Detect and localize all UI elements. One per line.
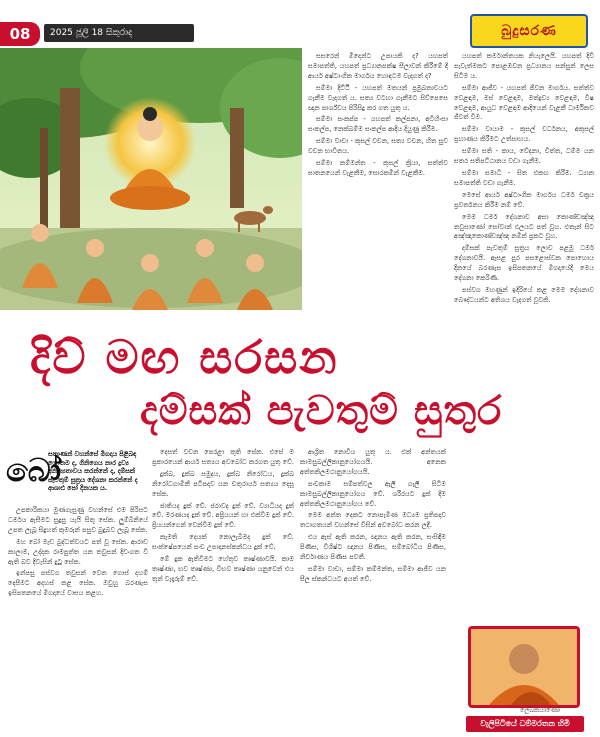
monk-portrait-svg [471, 629, 577, 705]
paragraph: මහ බෝ මැඩ බුද්ධත්වයට පත් වූ සේක. ආරාඩ කාලාම, උද්දක රාමපුත්ත යන තවුසන් දිවංගත වී ඇති බව දිවැසින් දුටු සේක. [8, 537, 148, 566]
paragraph: සම්මා සංකප්ප - යහපත් කල්පනා, අවිහිංසා සංකල්ප, නෙක්ඛම්ම සංකල්ප ආදිය දියුණු කිරීම. [308, 115, 448, 134]
article-column-5 [300, 448, 446, 732]
paragraph: සම්මා දිට්ඨි - යහපත් මතයන් ප්‍රමුඛතාවයට ගැනීම වැදගත් ය. සත්‍ය වටහා ගැනීමට සිව්පෙසෙ ඥාන පාර්ශ්වය පිරිසිදු කර ගත යුතු ය. [308, 83, 448, 112]
paragraph: දුක්ඛ, දුක්ඛ සමුදය, දුක්ඛ නිරෝධය, දුක්ඛ නිරෝධගාමිනී පටිපදාව යන චතුරාර්ය සත්‍යය දෙසූ සේක. [152, 469, 294, 498]
paragraph: යහපත් කර්මාන්තයක නියැලෙයි. යහපත් දිවි පැවැත්මකට පොළඹවන ප්‍රධ්‍යානය සන්සුන් ලෙස සිටීම ය. [454, 52, 594, 80]
article-column-3 [8, 506, 148, 732]
masthead-logo [470, 14, 588, 48]
article-column-1 [308, 52, 448, 334]
paragraph: එය ඇස් ඇති කරන, ඥානය ඇති කරන, සංසිඳීම පිණිස, විශිෂ්ට ඥානය පිණිස, සම්බෝධිය පිණිස, නිර්වාණය පිණිස පවතී. [300, 533, 446, 562]
paragraph: සම්මා වාචා, සම්මා කම්මන්ත, සම්මා ආජීව යන සීල ස්කන්ධයට අයත් වේ. [300, 564, 446, 583]
lead-paragraph: සතාණන් වහන්සේ මිගදාය පිළිබඳ ගෞතම ද, ගිනිගෙය නාර ද්‍රව්‍ය අනිත්‍යතාවය කරන්නේ ද, දම්සක් පැවතුම් සූත්‍රය දේශනා කරන්නේ ද ආශාඪ පෝ දිනයක ය. [48, 450, 138, 493]
paragraph: උපකාරිකයා මුණගැසුණු වහන්සේ එම පිරිසට ධර්මය ඇසීමට සුදුසු යැයි සිතූ සේක. ලුම්බිනියේ උපත ලැබූ සිදුහත් කුමරුන් පසුව බුදුබව ලැබූ සේක. [8, 506, 148, 534]
article-column-2 [454, 52, 594, 614]
paragraph: පස්වග මහණුන් ඉදිරියේ කළ මෙම දේශනාව බෞද්ධයන්ට අතිශය වැදගත් වූවකි. [454, 285, 594, 304]
paragraph: කැමති දෙයක් නොලැබීමද දුක් වේ. සංක්ෂේපයෙන් පංච උපාදානස්කන්ධය දුක් වේ. [152, 533, 294, 552]
headline-line-2: දම්සක් පැවතුම් සුතුර [140, 388, 503, 434]
article-column-4 [152, 448, 294, 732]
paragraph: මෙම අන්ත දෙකට නොපැමිණ මධ්‍යම ප්‍රතිපදාව තථාගතයන් වහන්සේ විසින් අවබෝධ කරන ලදී. [300, 511, 446, 530]
paragraph: ජාතියද දුක් වේ. ජරාවද දුක් වේ. ව්‍යාධියද දුක් වේ. මරණයද දුක් වේ. අප්‍රියයන් හා එක්වීම දුක් වේ. ප්‍රියයන්ගෙන් වෙන්වීම දුක් වේ. [152, 501, 294, 530]
author-name: වැලිපිටියේ ධම්මරතන හිමි [466, 716, 584, 732]
paragraph: සම්මා සමාධි - සිත එකඟ කිරීම. ධ්‍යාන සමාපත්ති වඩා ගැනීම. [454, 168, 594, 187]
illustration-svg [0, 48, 302, 310]
paragraph: ඉන්පසු පස්වග තවුසන් වෙත ගොස් දහම් දෙසීමට අදහස් කළ සේක. ඔවුහු බරණැස ඉසිපතනයේ මිගදායේ වාසය කළහ. [8, 569, 148, 598]
paragraph: දෙසත් වචන පෙරළා කුති සේක. එසේ ම ප්‍රකාරයෙන් ආර්ය සත්‍යය අවබෝධ කරගත යුතු වේ. [152, 448, 294, 466]
paragraph: මෙම ධර්ම දේශනාව අසා කොණ්ඩඤ්ඤ තවුසාණෝ සෝවාන් ඵලයට පත් වූහ. එතැන් සිට අඤ්ඤාකොණ්ඩඤ්ඤ නමින් ප්‍රකට වූහ. [454, 212, 594, 241]
paragraph: සම්මා ආජීව - යහපත් ජීවන මාර්ගය. සත්ත්ව වෙළඳාම, මස් වෙළඳාම, මත්ද්‍රව්‍ය වෙළඳාම, විෂ වෙළඳාම, ආයුධ වෙළඳාම ආදියෙන් වැළකී ධාර්මිකව ජීවත් වීම. [454, 83, 594, 122]
paragraph: සම්මා වාචා - කුසල් වචන, සත්‍ය වචන, හිත සුව වචන භාවිතය. [308, 137, 448, 156]
buddha-sermon-illustration [0, 48, 302, 310]
masthead-title: බුදුසරණ [501, 23, 557, 39]
paragraph: පංචකාම සම්පත්වල ඇලී ගැලී සිටීම කාමසුඛල්ලිකානුයෝගය වේ. ශරීරයට දුක් දීම අත්තකිලමථානුයෝගය වේ. [300, 479, 446, 508]
paragraph: සම්මා සති - කාය, වේදනා, චිත්ත, ධම්ම යන සතර සතිපට්ඨානය වඩා ගැනීම. [454, 147, 594, 166]
paragraph: මේ දුක ඇතිවීමට හේතුව තෘෂ්ණාවයි. කාම තෘෂ්ණා, භව තෘෂ්ණා, විභව තෘෂ්ණා යනුවෙන් එය තුන් වැදෑරුම් වේ. [152, 555, 294, 583]
author-role: ලේඛකයාණෝ [520, 706, 560, 714]
paragraph: මෙසේ ආර්ය අෂ්ටාංගික මාර්ගය ධර්ම චක්‍රය ප්‍රවර්තනය කිරීම නම් වේ. [454, 190, 594, 209]
headline-line-1: දිව් මඟ සරසන [30, 330, 339, 384]
paragraph: සම්මා කම්මන්ත - කුසල් ක්‍රියා, සත්ත්ව ඝාතනයෙන් වැළකීම, සොරකමින් වැළකීම. [308, 159, 448, 177]
paragraph: සසරෙන් මිදෙන්ට උපායකි ද? යහපත් සමාපත්ති, යහපත් ප්‍රධ්‍යානපක්ෂ සීලාවන් කිරීමේ දී ආර්ය අෂ්ටාංගික මාර්ගය හොඳටම වැදගත් ද? [308, 52, 448, 80]
paragraph: සම්මා වායාම - කුසල් වර්ධනය, අකුසල් ප්‍රහාණය කිරීමට උත්සාහය. [454, 125, 594, 144]
paragraph: දම්සක් පැවතුම් සූත්‍රය ලොව පළමු ධර්ම දේශනාවයි. ඇසළ පුර පසළොස්වක පොහොය දිනයේ බරණැස ඉසිපතනයේ මිගදායේදී මෙය දේශනා කෙරිණි. [454, 244, 594, 283]
issue-date: 2025 ජූලි 18 සිකුරාද [44, 24, 194, 42]
drop-cap: බෝ [6, 451, 62, 489]
page-number: 08 [0, 22, 40, 46]
paragraph: ආශ්‍රිත නොවිය යුතු ය. එක් අන්තයක් කාමසුඛල්ලිකානුයෝගයයි. අනෙක අත්තකිලමථානුයෝගයයි. [300, 448, 446, 476]
author-photo [468, 626, 580, 708]
